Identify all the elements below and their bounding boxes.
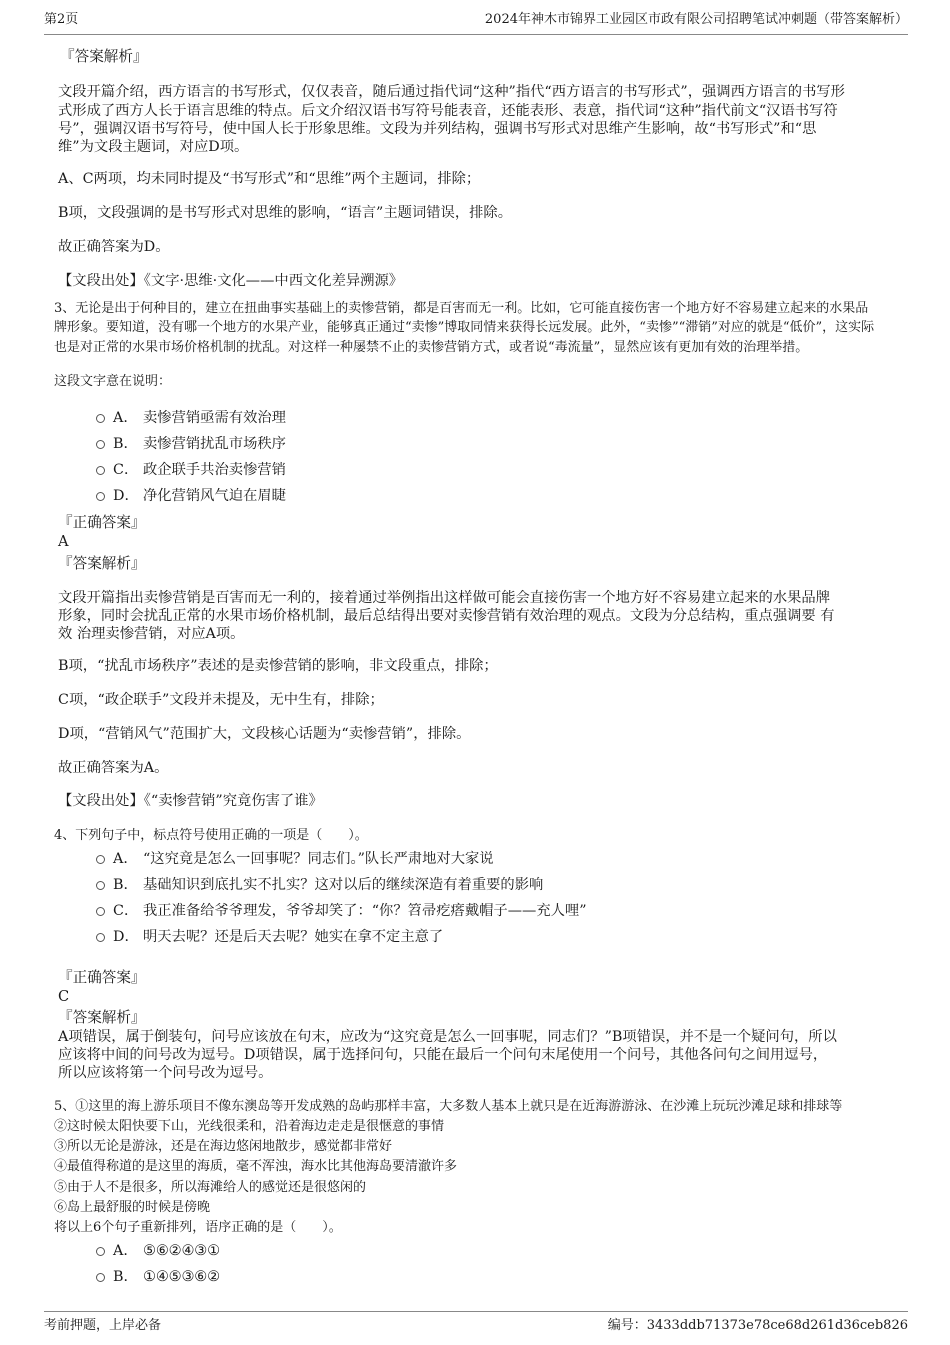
radio-icon[interactable]	[96, 440, 105, 449]
radio-icon[interactable]	[96, 466, 105, 475]
radio-icon[interactable]	[96, 1273, 105, 1282]
q3-explain-c: C项，“政企联手”文段并未提及，无中生有，排除；	[58, 692, 384, 708]
q3-question: 这段文字意在说明：	[54, 374, 172, 389]
q4-explain-line: 所以应该将第一个问号改为逗号。	[58, 1065, 273, 1081]
q5-question: 将以上6个句子重新排列，语序正确的是（ ）。	[54, 1220, 342, 1235]
q2-answer: 故正确答案为D。	[58, 239, 170, 255]
radio-icon[interactable]	[96, 907, 105, 916]
q2-explain-ac: A、C两项，均未同时提及“书写形式”和“思维”两个主题词，排除；	[58, 171, 481, 187]
q2-explain-line: 号”，强调汉语书写符号，使中国人长于形象思维。文段为并列结构，强调书写形式对思维产生影响，故“书写形式”和“思	[58, 121, 817, 137]
q3-answer: 故正确答案为A。	[58, 760, 169, 776]
q5-line: ⑥岛上最舒服的时候是傍晚	[54, 1200, 211, 1215]
q4-option-c[interactable]: C． 我正准备给爷爷理发，爷爷却笑了：“你？笤帚疙瘩戴帽子——充人哩”	[96, 901, 587, 921]
q4-explain-line: A项错误，属于倒装句，问号应该放在句末，应改为“这究竟是怎么一回事呢，同志们？”B项错误，并不是一个疑问句，所以	[58, 1029, 837, 1045]
q4-explain-line: 应该将中间的问号改为逗号。D项错误，属于选择问句，只能在最后一个问句末尾使用一个问号，其他各问句之间用逗号，	[58, 1047, 828, 1063]
q2-source: 【文段出处】《文字·思维·文化——中西文化差异溯源》	[58, 273, 404, 289]
q2-explain-b: B项，文段强调的是书写形式对思维的影响，“语言”主题词错误，排除。	[58, 205, 513, 221]
page-footer	[44, 1311, 908, 1338]
q4-option-d[interactable]: D． 明天去呢？还是后天去呢？她实在拿不定主意了	[96, 927, 443, 947]
q3-explain-b: B项，“扰乱市场秩序”表述的是卖惨营销的影响，非文段重点，排除；	[58, 658, 498, 674]
radio-icon[interactable]	[96, 933, 105, 942]
q2-explain-line: 文段开篇介绍，西方语言的书写形式，仅仅表音，随后通过指代词“这种”指代“西方语言的书写形式”，强调西方语言的书写形	[58, 84, 845, 100]
q4-correct-label: 『正确答案』	[58, 969, 146, 986]
q5-line: ⑤由于人不是很多，所以海滩给人的感觉还是很悠闲的	[54, 1180, 367, 1195]
q5-option-b[interactable]: B． ①④⑤③⑥②	[96, 1267, 220, 1287]
q3-source: 【文段出处】《“卖惨营销”究竟伤害了谁》	[58, 793, 323, 809]
q2-explain-line: 维”为文段主题词，对应D项。	[58, 139, 249, 155]
q4-correct-answer: C	[58, 988, 70, 1005]
document-id: 编号：3433ddb71373e78ce68d261d36ceb826	[607, 1318, 908, 1333]
q3-explain-line: 形象，同时会扰乱正常的水果市场价格机制，最后总结得出要对卖惨营销有效治理的观点。文段为分总结构，重点强调要 有	[58, 608, 835, 624]
q3-correct-label: 『正确答案』	[58, 514, 146, 531]
radio-icon[interactable]	[96, 881, 105, 890]
document-title: 2024年神木市锦界工业园区市政有限公司招聘笔试冲刺题（带答案解析）	[484, 12, 908, 27]
radio-icon[interactable]	[96, 1247, 105, 1256]
footer-slogan: 考前押题，上岸必备	[44, 1318, 162, 1333]
radio-icon[interactable]	[96, 492, 105, 501]
q3-stem-line: 3、无论是出于何种目的，建立在扭曲事实基础上的卖惨营销，都是百害而无一利。比如，它可能直接伤害一个地方好不容易建立起来的水果品	[54, 301, 869, 316]
q4-option-b[interactable]: B． 基础知识到底扎实不扎实？这对以后的继续深造有着重要的影响	[96, 875, 543, 895]
q5-line: 5、①这里的海上游乐项目不像东澳岛等开发成熟的岛屿那样丰富，大多数人基本上就只是在近海游游泳、在沙滩上玩玩沙滩足球和排球等	[54, 1099, 843, 1114]
q3-explain-d: D项，“营销风气”范围扩大，文段核心话题为“卖惨营销”，排除。	[58, 726, 471, 742]
q3-explain-line: 文段开篇指出卖惨营销是百害而无一利的，接着通过举例指出这样做可能会直接伤害一个地方好不容易建立起来的水果品牌	[58, 590, 831, 606]
radio-icon[interactable]	[96, 855, 105, 864]
q3-correct-answer: A	[58, 533, 69, 550]
q3-explain-label: 『答案解析』	[58, 555, 146, 572]
page-number: 第2页	[44, 12, 79, 27]
q3-option-a[interactable]: A． 卖惨营销亟需有效治理	[96, 408, 286, 428]
q5-line: ④最值得称道的是这里的海质，毫不浑浊，海水比其他海岛要清澈许多	[54, 1159, 458, 1174]
q2-explain-line: 式形成了西方人长于语言思维的特点。后文介绍汉语书写符号能表音，还能表形、表意，指代词“这种”指代前文“汉语书写符	[58, 103, 838, 119]
q3-stem-line: 也是对正常的水果市场价格机制的扰乱。对这样一种屡禁不止的卖惨营销方式，或者说“毒流量”，显然应该有更加有效的治理举措。	[54, 340, 809, 355]
radio-icon[interactable]	[96, 414, 105, 423]
q4-stem: 4、下列句子中，标点符号使用正确的一项是（ ）。	[54, 828, 368, 843]
q5-option-a[interactable]: A． ⑤⑥②④③①	[96, 1241, 220, 1261]
q4-option-a[interactable]: A． “这究竟是怎么一回事呢？同志们。”队长严肃地对大家说	[96, 849, 494, 869]
q3-stem-line: 牌形象。要知道，没有哪一个地方的水果产业，能够真正通过“卖惨”博取同情来获得长远发展。此外，“卖惨”“滞销”对应的就是“低价”，这实际	[54, 320, 875, 335]
q3-option-b[interactable]: B． 卖惨营销扰乱市场秩序	[96, 434, 286, 454]
q5-line: ②这时候太阳快要下山，光线很柔和，沿着海边走走是很惬意的事情	[54, 1119, 445, 1134]
q3-explain-line: 效 治理卖惨营销，对应A项。	[58, 626, 245, 642]
q5-line: ③所以无论是游泳，还是在海边悠闲地散步，感觉都非常好	[54, 1139, 393, 1154]
q2-explain-label: 『答案解析』	[60, 48, 148, 65]
q4-explain-label: 『答案解析』	[58, 1009, 146, 1026]
page-header	[44, 8, 908, 35]
q3-option-c[interactable]: C． 政企联手共治卖惨营销	[96, 460, 286, 480]
q3-option-d[interactable]: D． 净化营销风气迫在眉睫	[96, 486, 286, 506]
